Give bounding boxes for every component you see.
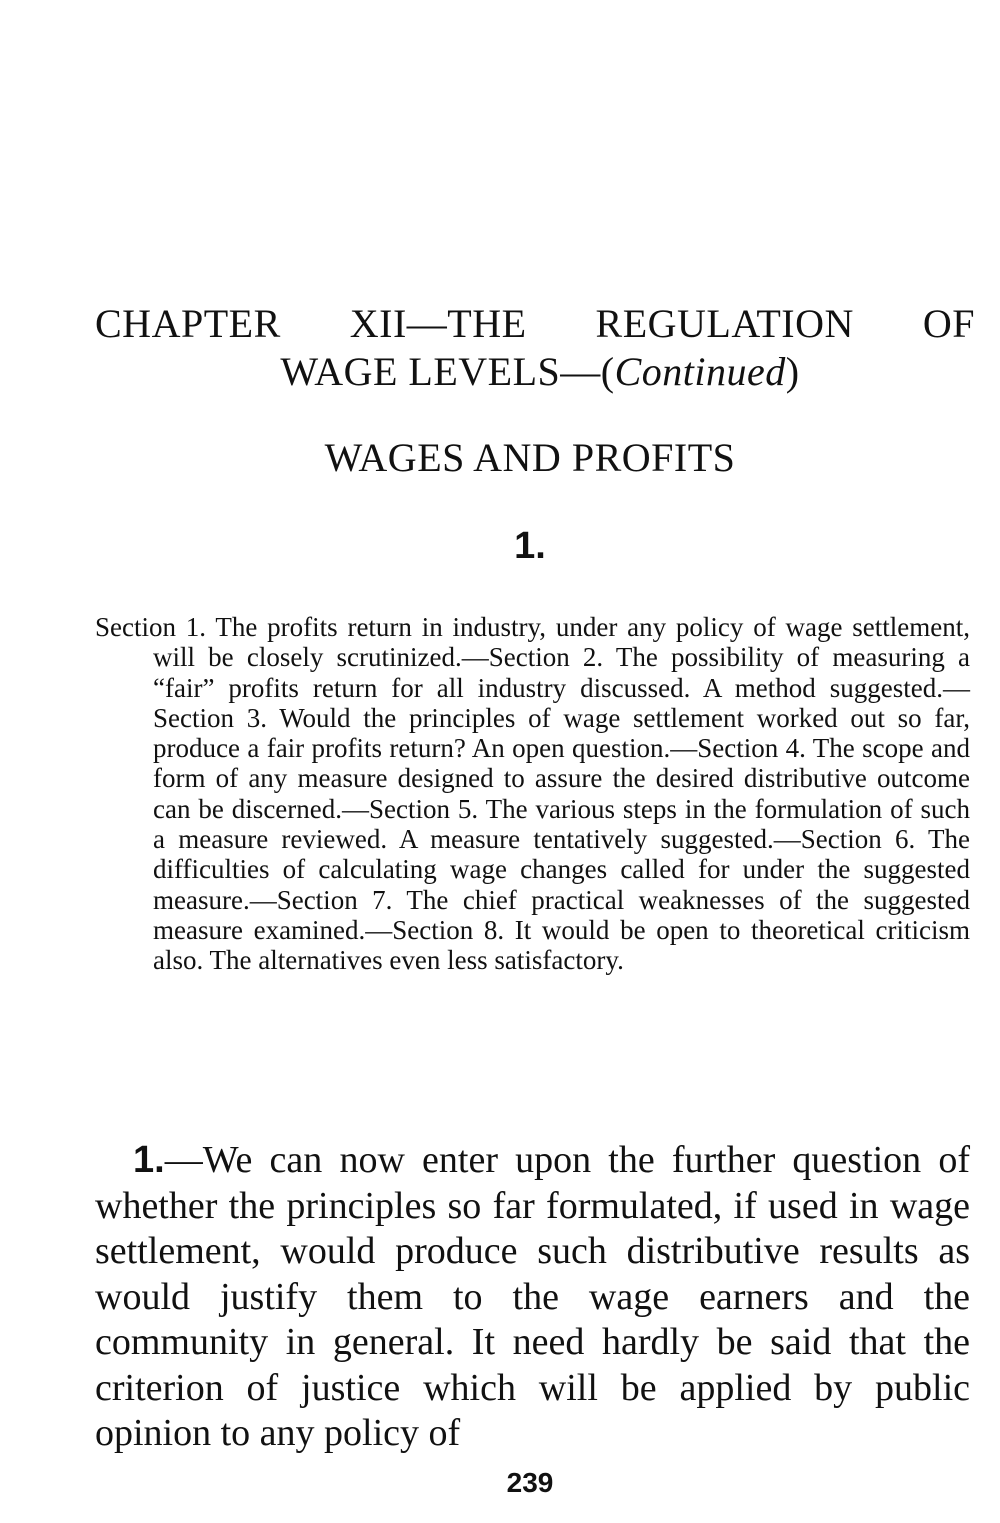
chapter-continued: Continued (614, 349, 786, 394)
chapter-regulation: REGULATION (595, 301, 854, 346)
chapter-heading (95, 300, 975, 396)
chapter-dash: — (406, 301, 448, 346)
body-paragraph (95, 1138, 970, 1457)
chapter-roman-group (350, 300, 527, 348)
chapter-the: THE (447, 301, 527, 346)
chapter-line2-end: ) (785, 349, 800, 394)
section-synopsis: Section 1. The profits return in industry, under any policy of wage settlement, will be closely scrutinized.—Section 2. The possibility of measuring a “fair” profits return for all industry discussed. A method suggested.—Section 3. Would the principles of wage settlement worked out so far, produce a fair profits return? An open question.—Section 4. The scope and form of any measure designed to assure the desired distributive outcome can be discerned.—Section 5. The various steps in the formulation of such a measure reviewed. A measure tentatively suggested.—Section 6. The difficulties of calculating wage changes called for under the suggested measure.—Section 7. The chief practical weaknesses of the suggested measure examined.—Section 8. It would be open to theoretical criticism also. The alternatives even less satisfactory. (95, 612, 970, 976)
chapter-heading-line2 (95, 348, 975, 396)
paragraph-text: —We can now enter upon the further question of whether the principles so far formulated, if used in wage settlement, would produce such distributive results as would justify them to the wage earners and the community in general. It need hardly be said that the criterion of justice which will be applied by public opinion to any policy of (95, 1139, 970, 1454)
paragraph-number: 1. (133, 1139, 165, 1181)
chapter-word: CHAPTER (95, 301, 281, 346)
section-heading: WAGES AND PROFITS (324, 435, 736, 480)
page-number: 239 (506, 1467, 554, 1498)
chapter-roman: XII (349, 301, 407, 346)
section-number: 1. (514, 525, 546, 567)
chapter-of: OF (922, 301, 975, 346)
chapter-heading-line1 (95, 300, 975, 348)
chapter-line2-main: WAGE LEVELS—( (280, 349, 615, 394)
